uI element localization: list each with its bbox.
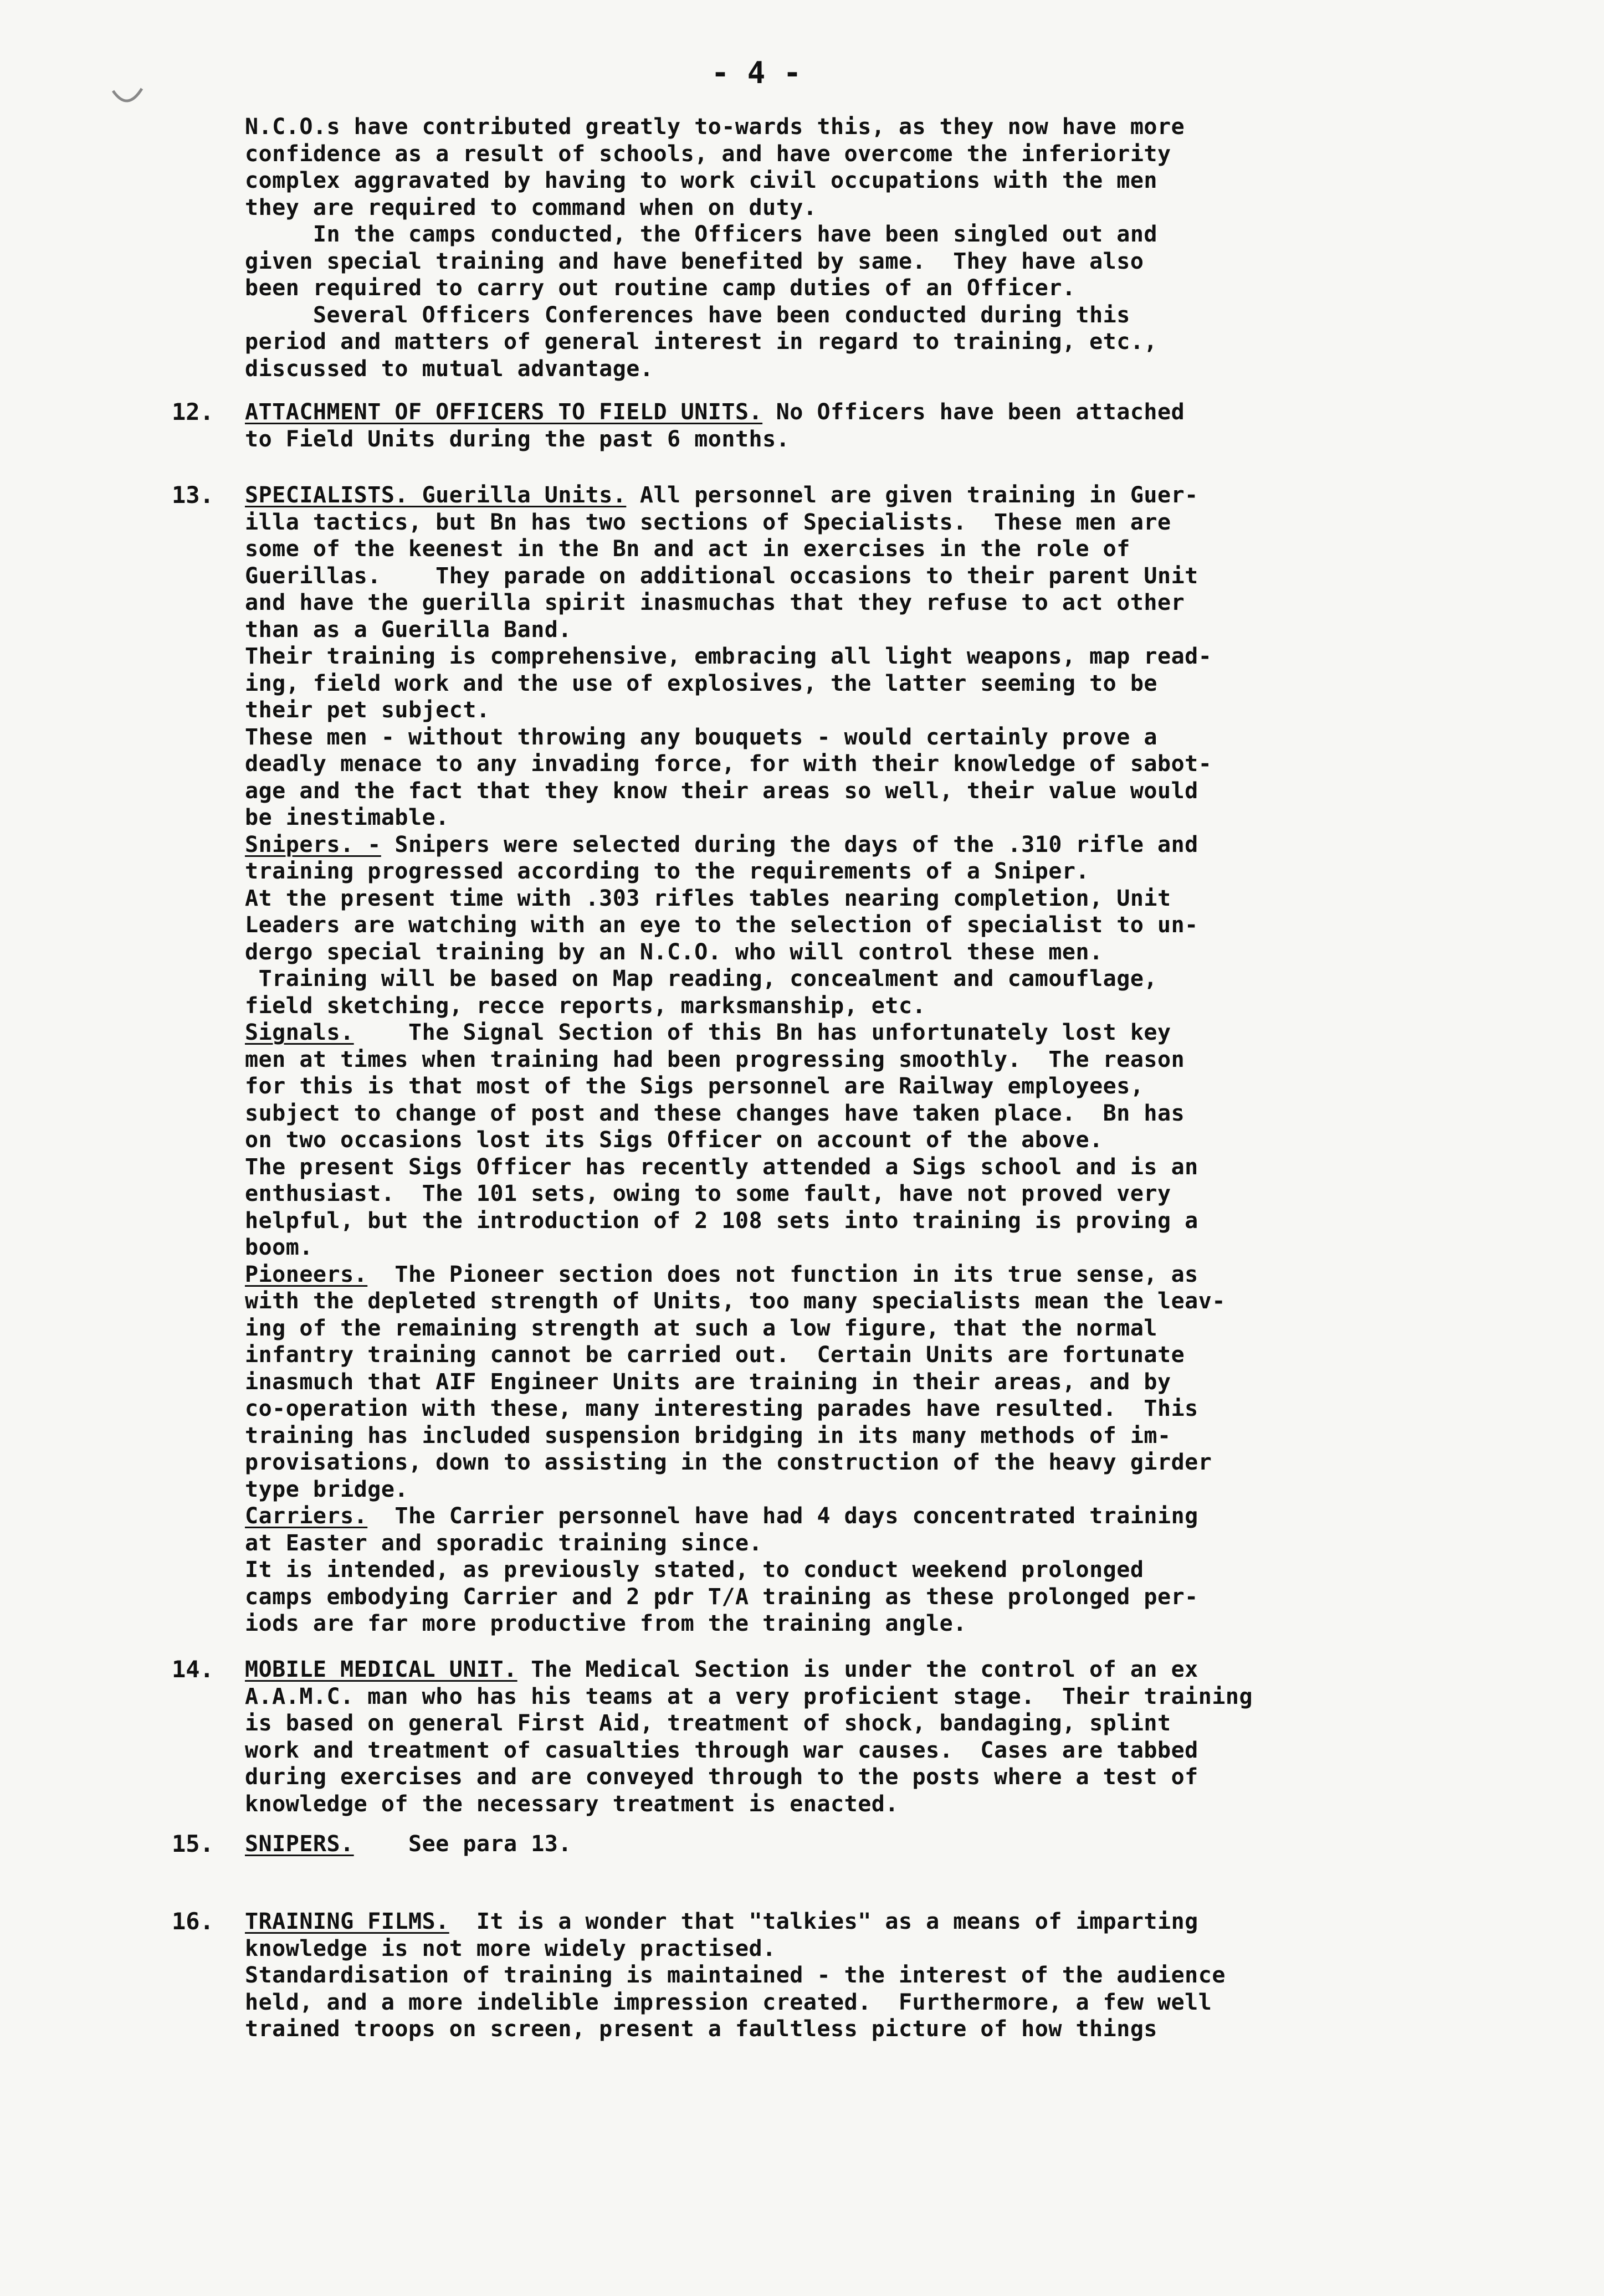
text-line — [245, 1935, 1408, 1963]
text-line — [245, 1127, 1408, 1154]
text-line — [245, 1557, 1408, 1584]
text-line — [245, 1764, 1408, 1791]
section-body — [245, 1831, 1408, 1858]
heading-underlined: Pioneers. — [245, 1261, 368, 1287]
text-line — [245, 482, 1408, 509]
section-body — [245, 1908, 1408, 2043]
section-body — [245, 399, 1408, 453]
text-line: N.C.O.s have contributed greatly to-wards this, as they now have more — [245, 114, 1185, 140]
line-text: be inestimable. — [245, 805, 449, 830]
text-line — [245, 1584, 1408, 1611]
heading-underlined: TRAINING FILMS. — [245, 1909, 449, 1934]
line-text: The Signal Section of this Bn has unfortunately lost key — [353, 1020, 1171, 1045]
section-body — [245, 1656, 1408, 1817]
text-line — [245, 939, 1408, 966]
line-text: Guerillas. They parade on additional occasions to their parent Unit — [245, 563, 1198, 589]
text-line — [245, 1737, 1408, 1764]
section-number: 13. — [172, 481, 214, 508]
line-text: The present Sigs Officer has recently attended a Sigs school and is an — [245, 1154, 1198, 1180]
text-line — [245, 643, 1408, 670]
text-line — [245, 885, 1408, 912]
text-line — [245, 1234, 1408, 1261]
line-text: All personnel are given training in Guer- — [626, 482, 1198, 508]
line-text: No Officers have been attached — [762, 399, 1185, 425]
line-text: on two occasions lost its Sigs Officer on account of the above. — [245, 1127, 1103, 1153]
line-text: work and treatment of casualties through war causes. Cases are tabbed — [245, 1737, 1198, 1763]
text-line — [245, 399, 1408, 426]
line-text: provisations, down to assisting in the construction of the heavy girder — [245, 1450, 1212, 1475]
text-line: confidence as a result of schools, and have overcome the inferiority — [245, 141, 1171, 167]
text-line — [245, 1369, 1408, 1396]
text-line — [245, 536, 1408, 563]
text-line — [245, 804, 1408, 831]
line-text: at Easter and sporadic training since. — [245, 1530, 763, 1556]
text-line: Several Officers Conferences have been conducted during this — [245, 302, 1130, 328]
line-text: for this is that most of the Sigs personnel are Railway employees, — [245, 1073, 1144, 1099]
line-text: knowledge of the necessary treatment is enacted. — [245, 1791, 899, 1817]
line-text: camps embodying Carrier and 2 pdr T/A training as these prolonged per- — [245, 1584, 1198, 1610]
text-line — [245, 1449, 1408, 1476]
line-text: with the depleted strength of Units, too many specialists mean the leav- — [245, 1288, 1226, 1314]
text-line — [245, 1154, 1408, 1181]
section-number: 12. — [172, 398, 214, 425]
line-text: Training will be based on Map reading, concealment and camouflage, — [245, 966, 1157, 992]
line-text: At the present time with .303 rifles tables nearing completion, Unit — [245, 885, 1171, 911]
text-line — [245, 912, 1408, 939]
line-text: ing of the remaining strength at such a low figure, that the normal — [245, 1315, 1157, 1341]
line-text: infantry training cannot be carried out. Certain Units are fortunate — [245, 1342, 1185, 1368]
intro-paragraph — [245, 114, 1408, 382]
line-text: deadly menace to any invading force, for with their knowledge of sabot- — [245, 751, 1212, 777]
line-text: held, and a more indelible impression created. Furthermore, a few well — [245, 1989, 1212, 2015]
heading-underlined: ATTACHMENT OF OFFICERS TO FIELD UNITS. — [245, 399, 763, 425]
text-line: period and matters of general interest in regard to training, etc., — [245, 329, 1157, 355]
text-line — [245, 670, 1408, 697]
punch-hole-mark — [111, 83, 144, 116]
text-line — [245, 1503, 1408, 1530]
text-line — [245, 1019, 1408, 1046]
line-text: dergo special training by an N.C.O. who will control these men. — [245, 939, 1103, 965]
text-line — [245, 1288, 1408, 1315]
text-line — [245, 1046, 1408, 1073]
text-line — [245, 589, 1408, 617]
line-text: It is intended, as previously stated, to conduct weekend prolonged — [245, 1557, 1144, 1583]
text-line — [245, 1530, 1408, 1557]
text-line — [245, 1908, 1408, 1935]
text-line — [245, 1100, 1408, 1127]
line-text: and have the guerilla spirit inasmuchas that they refuse to act other — [245, 590, 1185, 615]
line-text: Standardisation of training is maintained - the interest of the audience — [245, 1963, 1226, 1988]
line-text: A.A.M.C. man who has his teams at a very proficient stage. Their training — [245, 1683, 1253, 1709]
text-line — [245, 563, 1408, 590]
line-text: boom. — [245, 1235, 313, 1260]
text-line — [245, 751, 1408, 778]
line-text: training has included suspension bridging in its many methods of im- — [245, 1422, 1171, 1449]
text-line — [245, 1395, 1408, 1422]
text-line — [245, 2016, 1408, 2043]
text-line — [245, 1683, 1408, 1711]
text-line — [245, 1610, 1408, 1637]
line-text: The Pioneer section does not function in its true sense, as — [367, 1261, 1198, 1287]
text-line: complex aggravated by having to work civil occupations with the men — [245, 168, 1157, 193]
line-text: Their training is comprehensive, embracing all light weapons, map read- — [245, 644, 1212, 669]
text-line — [245, 1315, 1408, 1342]
text-line — [245, 1342, 1408, 1369]
heading-underlined: Snipers. - — [245, 831, 381, 857]
text-line — [245, 1962, 1408, 1989]
line-text: to Field Units during the past 6 months. — [245, 426, 790, 452]
section-number: 16. — [172, 1908, 214, 1935]
line-text: ing, field work and the use of explosives, the latter seeming to be — [245, 670, 1157, 696]
line-text: illa tactics, but Bn has two sections of Specialists. These men are — [245, 509, 1171, 535]
text-line: discussed to mutual advantage. — [245, 356, 654, 382]
text-line — [245, 965, 1408, 993]
section-body — [245, 482, 1408, 1637]
line-text: their pet subject. — [245, 697, 490, 723]
text-line — [245, 509, 1408, 536]
heading-underlined: Signals. — [245, 1020, 354, 1045]
text-line — [245, 1831, 1408, 1858]
text-line — [245, 1710, 1408, 1737]
text-line — [245, 1989, 1408, 2016]
line-text: men at times when training had been progressing smoothly. The reason — [245, 1046, 1185, 1072]
text-line: they are required to command when on duty. — [245, 194, 817, 220]
page-number: - 4 - — [711, 55, 802, 90]
text-line — [245, 1422, 1408, 1450]
text-line — [245, 426, 1408, 453]
text-line — [245, 617, 1408, 644]
line-text: enthusiast. The 101 sets, owing to some fault, have not proved very — [245, 1181, 1171, 1206]
text-line — [245, 1476, 1408, 1503]
text-line — [245, 1180, 1408, 1208]
line-text: See para 13. — [353, 1831, 572, 1857]
line-text: type bridge. — [245, 1476, 408, 1502]
line-text: helpful, but the introduction of 2 108 sets into training is proving a — [245, 1208, 1198, 1234]
text-line: given special training and have benefited by same. They have also — [245, 248, 1144, 274]
line-text: some of the keenest in the Bn and act in exercises in the role of — [245, 536, 1130, 562]
line-text: The Medical Section is under the control of an ex — [517, 1657, 1198, 1682]
text-line — [245, 1791, 1408, 1818]
text-line — [245, 831, 1408, 859]
line-text: trained troops on screen, present a faultless picture of how things — [245, 2016, 1157, 2042]
text-line — [245, 1656, 1408, 1683]
line-text: It is a wonder that "talkies" as a means of imparting — [449, 1909, 1198, 1934]
line-text: These men - without throwing any bouquets - would certainly prove a — [245, 724, 1157, 750]
line-text: Snipers were selected during the days of the .310 rifle and — [381, 831, 1198, 857]
line-text: The Carrier personnel have had 4 days concentrated training — [367, 1503, 1198, 1529]
heading-underlined: Carriers. — [245, 1503, 368, 1529]
line-text: age and the fact that they know their areas so well, their value would — [245, 778, 1198, 804]
line-text: co-operation with these, many interesting parades have resulted. This — [245, 1396, 1198, 1421]
text-line — [245, 724, 1408, 751]
heading-underlined: SPECIALISTS. Guerilla Units. — [245, 482, 627, 508]
heading-underlined: MOBILE MEDICAL UNIT. — [245, 1657, 517, 1682]
line-text: subject to change of post and these changes have taken place. Bn has — [245, 1100, 1185, 1126]
text-line: In the camps conducted, the Officers have been singled out and — [245, 222, 1157, 247]
line-text: during exercises and are conveyed through to the posts where a test of — [245, 1764, 1198, 1790]
text-line — [245, 1261, 1408, 1288]
heading-underlined: SNIPERS. — [245, 1831, 354, 1857]
text-line — [245, 1208, 1408, 1235]
line-text: training progressed according to the requirements of a Sniper. — [245, 859, 1090, 884]
line-text: Leaders are watching with an eye to the selection of specialist to un- — [245, 912, 1198, 938]
text-line: been required to carry out routine camp duties of an Officer. — [245, 275, 1076, 301]
section-number: 15. — [172, 1830, 214, 1857]
text-line — [245, 858, 1408, 885]
text-line — [245, 1073, 1408, 1100]
line-text: iods are far more productive from the training angle. — [245, 1611, 967, 1636]
section-number: 14. — [172, 1656, 214, 1683]
line-text: inasmuch that AIF Engineer Units are training in their areas, and by — [245, 1369, 1171, 1395]
text-line — [245, 697, 1408, 724]
text-line — [245, 993, 1408, 1020]
line-text: field sketching, recce reports, marksmanship, etc. — [245, 993, 926, 1019]
text-line — [245, 778, 1408, 805]
line-text: knowledge is not more widely practised. — [245, 1935, 776, 1961]
line-text: is based on general First Aid, treatment of shock, bandaging, splint — [245, 1711, 1171, 1736]
line-text: than as a Guerilla Band. — [245, 617, 572, 643]
